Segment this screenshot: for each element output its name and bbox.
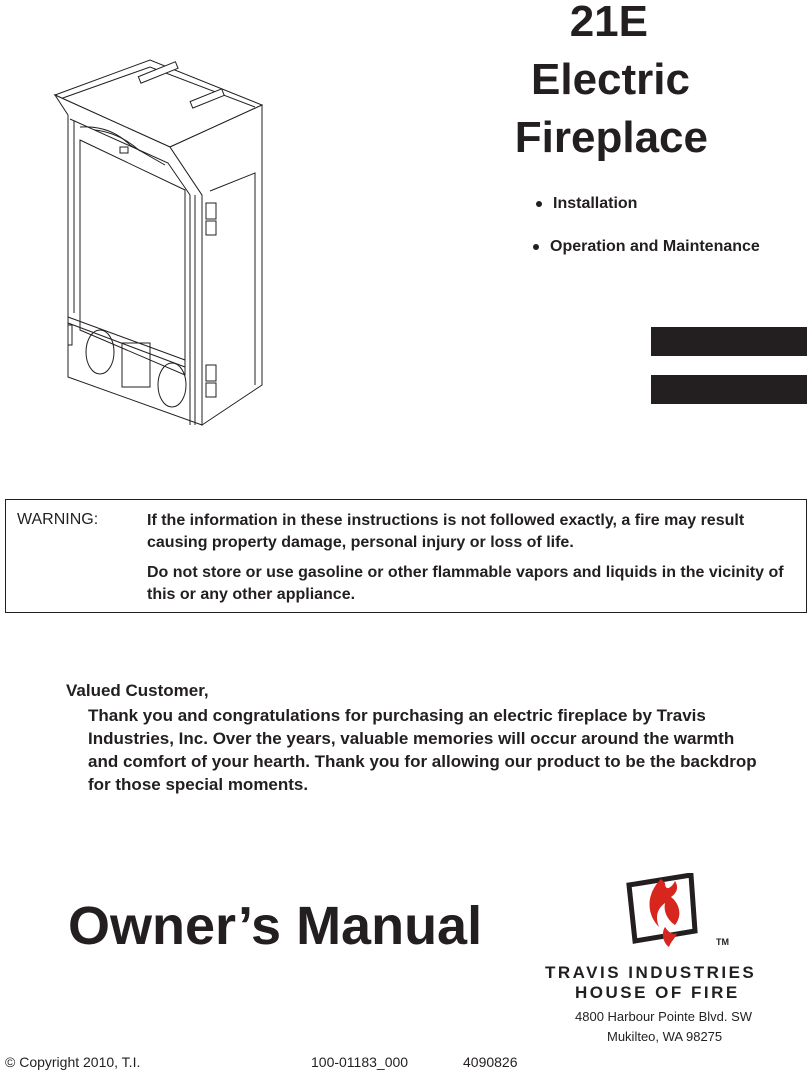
customer-greeting: Valued Customer, — [66, 681, 209, 700]
bullet-icon — [536, 201, 542, 207]
company-tagline: HOUSE OF FIRE — [575, 983, 740, 1002]
warning-box — [5, 499, 807, 613]
model-number: 21E — [569, 0, 648, 46]
company-name: TRAVIS INDUSTRIES — [545, 963, 757, 982]
list-item — [536, 194, 760, 214]
list-item-label: Operation and Maintenance — [550, 238, 760, 255]
warning-text: If the information in these instructions is not followed exactly, a fire may result causing property damage, personal injury or loss of life. — [147, 512, 745, 551]
document-title: Owner’s Manual — [68, 896, 483, 956]
bullet-icon — [533, 244, 539, 250]
address-line: Mukilteo, WA 98275 — [607, 1029, 723, 1044]
contents-list — [533, 194, 760, 257]
customer-message: Thank you and congratulations for purchasing an electric fireplace by Travis Industries, Inc. Over the years, valuable memories will occur around the warmth and comfort of your hearth. Thank you for allowing our product to be the backdrop for those special moments. — [88, 706, 757, 794]
trademark-symbol: TM — [716, 937, 729, 947]
copyright: © Copyright 2010, T.I. — [5, 1054, 141, 1070]
warning-text: Do not store or use gasoline or other flammable vapors and liquids in the vicinity of this or any other appliance. — [147, 564, 784, 603]
list-item-label: Installation — [553, 195, 638, 212]
travis-logo-flame-icon — [625, 873, 715, 953]
address-line: 4800 Harbour Pointe Blvd. SW — [575, 1009, 753, 1024]
title-line-electric: Electric — [531, 55, 690, 104]
part-number: 100-01183_000 — [311, 1054, 409, 1070]
warning-label: WARNING: — [17, 511, 99, 528]
black-bar — [651, 327, 807, 356]
title-line-fireplace: Fireplace — [514, 113, 708, 162]
fireplace-illustration — [40, 55, 270, 435]
list-item — [533, 237, 760, 257]
black-bar — [651, 375, 807, 404]
document-code: 4090826 — [463, 1054, 518, 1070]
